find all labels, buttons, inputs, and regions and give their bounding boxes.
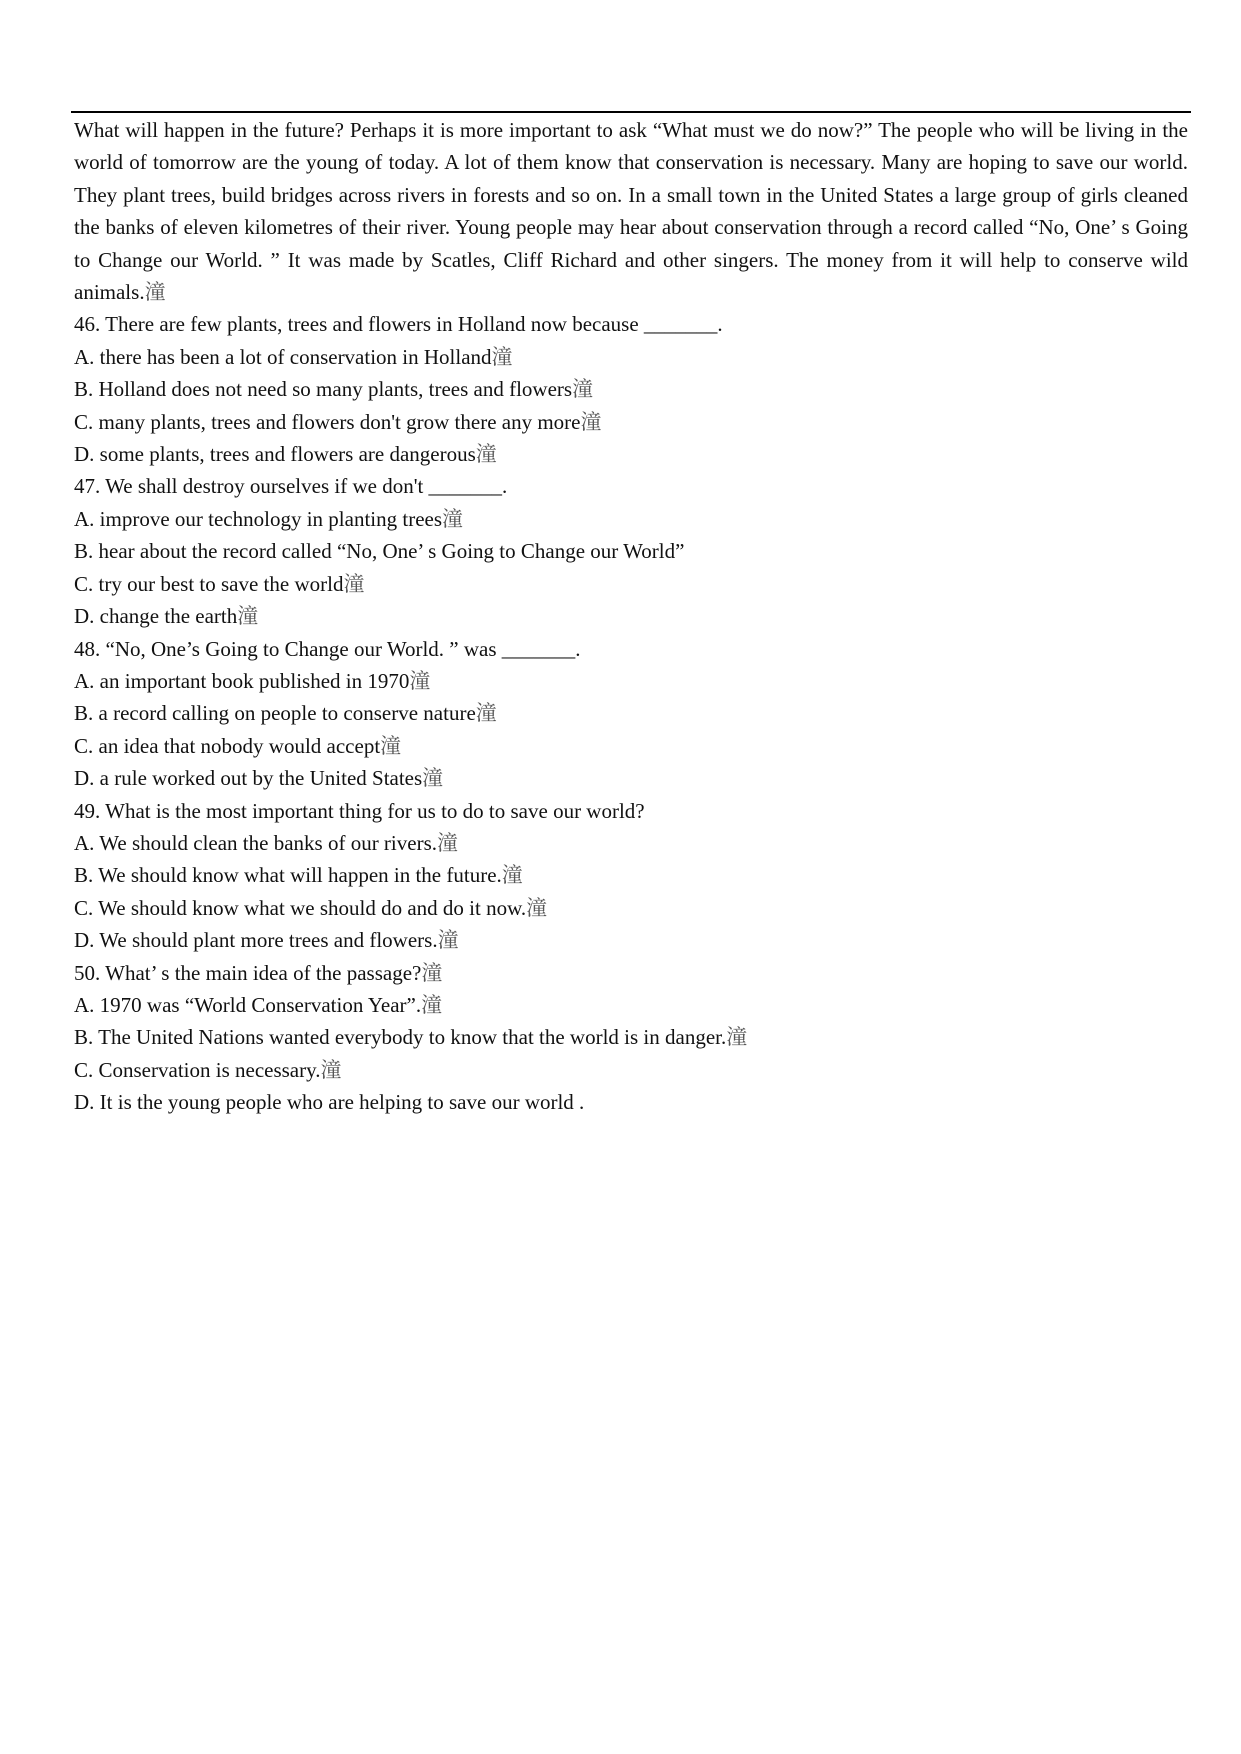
option-d[interactable]: D. some plants, trees and flowers are dangerous潼 [74,442,497,467]
option-a[interactable]: A. an important book published in 1970潼 [74,668,431,693]
option-b[interactable]: B. The United Nations wanted everybody to know that the world is in danger.潼 [74,1025,748,1050]
question-stem: 47. We shall destroy ourselves if we don't _______. [74,474,508,499]
question-49 [74,795,1188,957]
reading-passage [74,114,1188,308]
option-b[interactable]: B. a record calling on people to conserve nature潼 [74,701,497,726]
option-c[interactable]: C. many plants, trees and flowers don't grow there any more潼 [74,409,602,434]
question-50 [74,957,1188,1119]
option-d[interactable]: D. It is the young people who are helping to save our world . [74,1090,585,1115]
watermark-glyph: 潼 [144,280,166,305]
option-d[interactable]: D. a rule worked out by the United States潼 [74,766,444,791]
option-a[interactable]: A. We should clean the banks of our rivers.潼 [74,830,458,855]
question-46 [74,308,1188,470]
option-d[interactable]: D. We should plant more trees and flowers.潼 [74,928,459,953]
question-stem: 49. What is the most important thing for us to do to save our world? [74,798,645,823]
question-stem: 48. “No, One’s Going to Change our World. ” was _______. [74,636,581,661]
option-c[interactable]: C. try our best to save the world潼 [74,571,365,596]
header-rule [71,111,1191,113]
option-c[interactable]: C. an idea that nobody would accept潼 [74,733,402,758]
option-b[interactable]: B. hear about the record called “No, One’ s Going to Change our World” [74,539,685,564]
question-48 [74,633,1188,795]
option-c[interactable]: C. Conservation is necessary.潼 [74,1057,342,1082]
option-c[interactable]: C. We should know what we should do and do it now.潼 [74,895,548,920]
question-stem: 50. What’ s the main idea of the passage?潼 [74,960,443,985]
question-stem: 46. There are few plants, trees and flowers in Holland now because _______. [74,312,723,337]
document-content [74,114,1188,1119]
passage-text: What will happen in the future? Perhaps it is more important to ask “What must we do now?” The people who will be living in the world of tomorrow are the young of today. A lot of them know that conservation is necessary. Many are hoping to save our world. They plant trees, build bridges across rivers in forests and so on. In a small town in the United States a large group of girls cleaned the banks of eleven kilometres of their river. Young people may hear about conservation through a record called “No, One’ s Going to Change our World. ” It was made by Scatles, Cliff Richard and other singers. The money from it will help to conserve wild animals. [74,118,1188,305]
option-a[interactable]: A. improve our technology in planting trees潼 [74,506,464,531]
option-b[interactable]: B. We should know what will happen in the future.潼 [74,863,523,888]
option-a[interactable]: A. 1970 was “World Conservation Year”.潼 [74,992,443,1017]
option-b[interactable]: B. Holland does not need so many plants, trees and flowers潼 [74,377,594,402]
option-d[interactable]: D. change the earth潼 [74,604,259,629]
option-a[interactable]: A. there has been a lot of conservation in Holland潼 [74,344,513,369]
question-47 [74,470,1188,632]
